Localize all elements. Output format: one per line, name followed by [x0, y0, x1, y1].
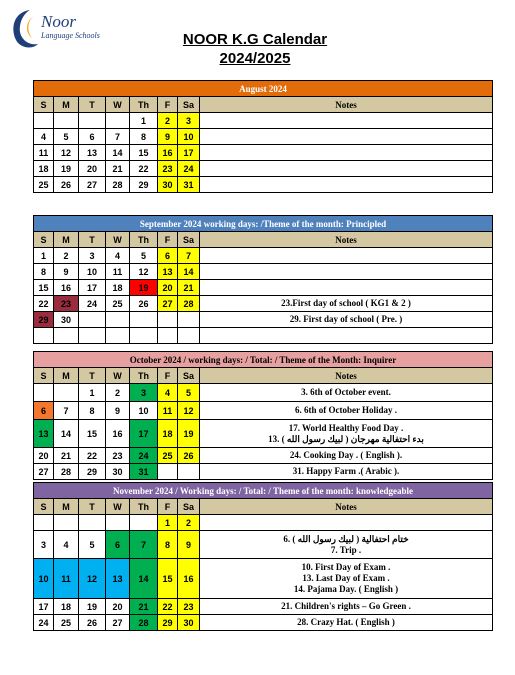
day-cell: 25 — [106, 296, 130, 312]
note-cell — [200, 515, 493, 531]
weekday-t: T — [79, 368, 106, 384]
logo-swirl-icon — [8, 6, 42, 50]
week-row — [34, 328, 493, 344]
day-cell: 18 — [106, 280, 130, 296]
day-cell: 12 — [178, 402, 200, 420]
day-cell: 24 — [34, 615, 54, 631]
day-cell — [158, 328, 178, 344]
day-cell — [106, 515, 130, 531]
september-table — [33, 215, 493, 344]
day-cell: 10 — [79, 264, 106, 280]
day-cell: 16 — [106, 420, 130, 448]
day-cell: 7 — [106, 129, 130, 145]
day-cell: 1 — [34, 248, 54, 264]
day-cell: 25 — [54, 615, 79, 631]
day-cell: 28 — [178, 296, 200, 312]
week-row — [34, 464, 493, 480]
weekday-t: T — [79, 499, 106, 515]
note-cell: 24. Cooking Day . ( English ). — [200, 448, 493, 464]
day-cell: 10 — [34, 559, 54, 599]
weekday-header-row — [34, 97, 493, 113]
day-cell: 31 — [130, 464, 158, 480]
day-cell — [158, 464, 178, 480]
day-cell: 17 — [178, 145, 200, 161]
day-cell: 5 — [130, 248, 158, 264]
weekday-th: Th — [130, 97, 158, 113]
day-cell — [54, 515, 79, 531]
day-cell: 24 — [178, 161, 200, 177]
weekday-f: F — [158, 368, 178, 384]
day-cell: 25 — [34, 177, 54, 193]
day-cell: 13 — [106, 559, 130, 599]
day-cell: 18 — [54, 599, 79, 615]
weekday-sa: Sa — [178, 97, 200, 113]
week-row — [34, 559, 493, 599]
day-cell: 13 — [158, 264, 178, 280]
day-cell: 11 — [158, 402, 178, 420]
day-cell: 21 — [130, 599, 158, 615]
day-cell: 22 — [158, 599, 178, 615]
day-cell: 16 — [54, 280, 79, 296]
october-header: October 2024 / working days: / Total: / Theme of the Month: Inquirer — [34, 352, 493, 368]
day-cell: 10 — [178, 129, 200, 145]
day-cell: 7 — [178, 248, 200, 264]
day-cell — [79, 515, 106, 531]
day-cell: 27 — [79, 177, 106, 193]
day-cell: 4 — [158, 384, 178, 402]
weekday-s: S — [34, 97, 54, 113]
september-header: September 2024 working days: /Theme of the month: Principled — [34, 216, 493, 232]
note-cell — [200, 113, 493, 129]
day-cell: 13 — [34, 420, 54, 448]
weekday-m: M — [54, 232, 79, 248]
november-header: November 2024 / Working days: / Total: / Theme of the month: knowledgeable — [34, 483, 493, 499]
note-cell: 21. Children's rights – Go Green . — [200, 599, 493, 615]
day-cell: 6 — [158, 248, 178, 264]
day-cell: 21 — [54, 448, 79, 464]
day-cell — [106, 328, 130, 344]
day-cell: 21 — [178, 280, 200, 296]
day-cell — [54, 113, 79, 129]
day-cell: 22 — [130, 161, 158, 177]
day-cell: 2 — [178, 515, 200, 531]
day-cell: 9 — [158, 129, 178, 145]
note-cell — [200, 531, 493, 559]
note-line-arabic: 13. بدء احتفالية مهرجان ( لبيك رسول الله ) — [268, 433, 424, 444]
day-cell: 20 — [158, 280, 178, 296]
note-cell — [200, 161, 493, 177]
day-cell: 19 — [178, 420, 200, 448]
week-row — [34, 384, 493, 402]
day-cell: 28 — [130, 615, 158, 631]
note-line: 10. First Day of Exam . — [301, 562, 391, 572]
day-cell — [54, 384, 79, 402]
week-row — [34, 615, 493, 631]
note-cell — [200, 145, 493, 161]
day-cell — [79, 113, 106, 129]
day-cell: 22 — [34, 296, 54, 312]
week-row — [34, 448, 493, 464]
day-cell: 26 — [178, 448, 200, 464]
day-cell: 7 — [54, 402, 79, 420]
day-cell: 6 — [34, 402, 54, 420]
day-cell: 23 — [178, 599, 200, 615]
day-cell — [130, 328, 158, 344]
day-cell: 18 — [158, 420, 178, 448]
day-cell: 26 — [130, 296, 158, 312]
day-cell: 23 — [158, 161, 178, 177]
august-table — [33, 80, 493, 193]
day-cell — [54, 328, 79, 344]
week-row — [34, 515, 493, 531]
weekday-th: Th — [130, 368, 158, 384]
day-cell — [34, 384, 54, 402]
day-cell: 14 — [130, 559, 158, 599]
weekday-w: W — [106, 499, 130, 515]
weekday-th: Th — [130, 499, 158, 515]
day-cell: 4 — [106, 248, 130, 264]
week-row — [34, 177, 493, 193]
notes-header: Notes — [200, 232, 493, 248]
page-title: NOOR K.G Calendar — [182, 31, 328, 48]
notes-header: Notes — [200, 97, 493, 113]
day-cell: 8 — [158, 531, 178, 559]
day-cell: 30 — [178, 615, 200, 631]
note-cell — [200, 129, 493, 145]
weekday-header-row — [34, 232, 493, 248]
day-cell: 17 — [34, 599, 54, 615]
day-cell: 29 — [34, 312, 54, 328]
note-cell — [200, 420, 493, 448]
note-cell: 31. Happy Farm .( Arabic ). — [200, 464, 493, 480]
day-cell: 12 — [79, 559, 106, 599]
note-cell: 28. Crazy Hat. ( English ) — [200, 615, 493, 631]
day-cell: 17 — [79, 280, 106, 296]
day-cell: 2 — [54, 248, 79, 264]
week-row — [34, 402, 493, 420]
week-row — [34, 145, 493, 161]
weekday-header-row — [34, 368, 493, 384]
day-cell: 6 — [106, 531, 130, 559]
day-cell: 14 — [106, 145, 130, 161]
day-cell: 16 — [158, 145, 178, 161]
day-cell: 20 — [106, 599, 130, 615]
weekday-s: S — [34, 499, 54, 515]
day-cell: 25 — [158, 448, 178, 464]
note-cell: 23.First day of school ( KG1 & 2 ) — [200, 296, 493, 312]
day-cell: 27 — [106, 615, 130, 631]
note-cell: 29. First day of school ( Pre. ) — [200, 312, 493, 328]
day-cell: 26 — [54, 177, 79, 193]
day-cell — [178, 328, 200, 344]
day-cell: 5 — [79, 531, 106, 559]
day-cell: 20 — [79, 161, 106, 177]
note-cell — [200, 177, 493, 193]
august-header: August 2024 — [34, 81, 493, 97]
week-row — [34, 264, 493, 280]
weekday-f: F — [158, 232, 178, 248]
day-cell: 8 — [79, 402, 106, 420]
school-logo — [8, 4, 118, 54]
day-cell: 13 — [79, 145, 106, 161]
day-cell: 3 — [130, 384, 158, 402]
day-cell: 27 — [34, 464, 54, 480]
day-cell: 2 — [158, 113, 178, 129]
weekday-th: Th — [130, 232, 158, 248]
day-cell: 20 — [34, 448, 54, 464]
note-cell — [200, 328, 493, 344]
day-cell: 24 — [79, 296, 106, 312]
day-cell: 11 — [106, 264, 130, 280]
day-cell: 31 — [178, 177, 200, 193]
day-cell: 24 — [130, 448, 158, 464]
day-cell: 28 — [54, 464, 79, 480]
day-cell: 17 — [130, 420, 158, 448]
week-row — [34, 161, 493, 177]
page-year: 2024/2025 — [219, 50, 291, 67]
day-cell — [79, 328, 106, 344]
weekday-header-row — [34, 499, 493, 515]
day-cell: 12 — [54, 145, 79, 161]
day-cell: 1 — [130, 113, 158, 129]
notes-header: Notes — [200, 368, 493, 384]
day-cell: 11 — [54, 559, 79, 599]
weekday-f: F — [158, 97, 178, 113]
day-cell: 14 — [178, 264, 200, 280]
day-cell: 1 — [79, 384, 106, 402]
weekday-sa: Sa — [178, 499, 200, 515]
notes-header: Notes — [200, 499, 493, 515]
day-cell: 30 — [54, 312, 79, 328]
day-cell — [178, 312, 200, 328]
day-cell: 30 — [106, 464, 130, 480]
day-cell — [106, 312, 130, 328]
day-cell: 1 — [158, 515, 178, 531]
logo-subtitle: Language Schools — [41, 31, 100, 40]
weekday-s: S — [34, 368, 54, 384]
day-cell — [34, 515, 54, 531]
day-cell: 21 — [106, 161, 130, 177]
day-cell: 9 — [178, 531, 200, 559]
day-cell: 19 — [130, 280, 158, 296]
day-cell: 23 — [54, 296, 79, 312]
day-cell — [178, 464, 200, 480]
day-cell: 3 — [34, 531, 54, 559]
weekday-t: T — [79, 97, 106, 113]
day-cell: 8 — [130, 129, 158, 145]
day-cell: 8 — [34, 264, 54, 280]
day-cell: 3 — [178, 113, 200, 129]
weekday-m: M — [54, 368, 79, 384]
day-cell: 15 — [130, 145, 158, 161]
day-cell: 14 — [54, 420, 79, 448]
weekday-f: F — [158, 499, 178, 515]
week-row — [34, 531, 493, 559]
note-cell — [200, 248, 493, 264]
day-cell: 18 — [34, 161, 54, 177]
day-cell — [130, 515, 158, 531]
day-cell — [34, 328, 54, 344]
weekday-t: T — [79, 232, 106, 248]
day-cell — [158, 312, 178, 328]
day-cell: 29 — [158, 615, 178, 631]
note-line: 14. Pajama Day. ( English ) — [293, 584, 399, 594]
week-row — [34, 248, 493, 264]
note-line: 7. Trip . — [330, 544, 362, 555]
week-row — [34, 113, 493, 129]
day-cell: 3 — [79, 248, 106, 264]
note-cell — [200, 559, 493, 599]
day-cell: 22 — [79, 448, 106, 464]
day-cell: 10 — [130, 402, 158, 420]
note-line-arabic: 6. ختام احتفالية ( لبيك رسول الله ) — [283, 533, 409, 544]
weekday-sa: Sa — [178, 232, 200, 248]
week-row — [34, 599, 493, 615]
week-row — [34, 129, 493, 145]
day-cell: 2 — [106, 384, 130, 402]
day-cell: 9 — [54, 264, 79, 280]
october-table — [33, 351, 493, 480]
day-cell: 30 — [158, 177, 178, 193]
day-cell: 4 — [34, 129, 54, 145]
day-cell — [79, 312, 106, 328]
day-cell: 5 — [178, 384, 200, 402]
day-cell: 29 — [130, 177, 158, 193]
day-cell: 15 — [34, 280, 54, 296]
weekday-w: W — [106, 232, 130, 248]
note-cell: 3. 6th of October event. — [200, 384, 493, 402]
day-cell: 28 — [106, 177, 130, 193]
day-cell: 23 — [106, 448, 130, 464]
weekday-m: M — [54, 499, 79, 515]
day-cell: 9 — [106, 402, 130, 420]
week-row — [34, 280, 493, 296]
note-cell — [200, 264, 493, 280]
day-cell: 4 — [54, 531, 79, 559]
day-cell: 15 — [79, 420, 106, 448]
week-row — [34, 296, 493, 312]
day-cell — [130, 312, 158, 328]
weekday-w: W — [106, 97, 130, 113]
day-cell: 27 — [158, 296, 178, 312]
day-cell: 7 — [130, 531, 158, 559]
weekday-w: W — [106, 368, 130, 384]
note-line: 17. World Healthy Food Day . — [288, 422, 404, 433]
week-row — [34, 312, 493, 328]
day-cell: 11 — [34, 145, 54, 161]
day-cell: 26 — [79, 615, 106, 631]
note-line: 13. Last Day of Exam . — [302, 573, 390, 583]
day-cell: 6 — [79, 129, 106, 145]
note-cell — [200, 280, 493, 296]
weekday-sa: Sa — [178, 368, 200, 384]
weekday-m: M — [54, 97, 79, 113]
day-cell: 15 — [158, 559, 178, 599]
day-cell: 5 — [54, 129, 79, 145]
day-cell — [106, 113, 130, 129]
logo-name: Noor — [41, 12, 76, 31]
day-cell: 19 — [79, 599, 106, 615]
day-cell: 29 — [79, 464, 106, 480]
day-cell: 12 — [130, 264, 158, 280]
november-table — [33, 482, 493, 631]
note-cell: 6. 6th of October Holiday . — [200, 402, 493, 420]
day-cell: 19 — [54, 161, 79, 177]
weekday-s: S — [34, 232, 54, 248]
week-row — [34, 420, 493, 448]
day-cell: 16 — [178, 559, 200, 599]
day-cell — [34, 113, 54, 129]
